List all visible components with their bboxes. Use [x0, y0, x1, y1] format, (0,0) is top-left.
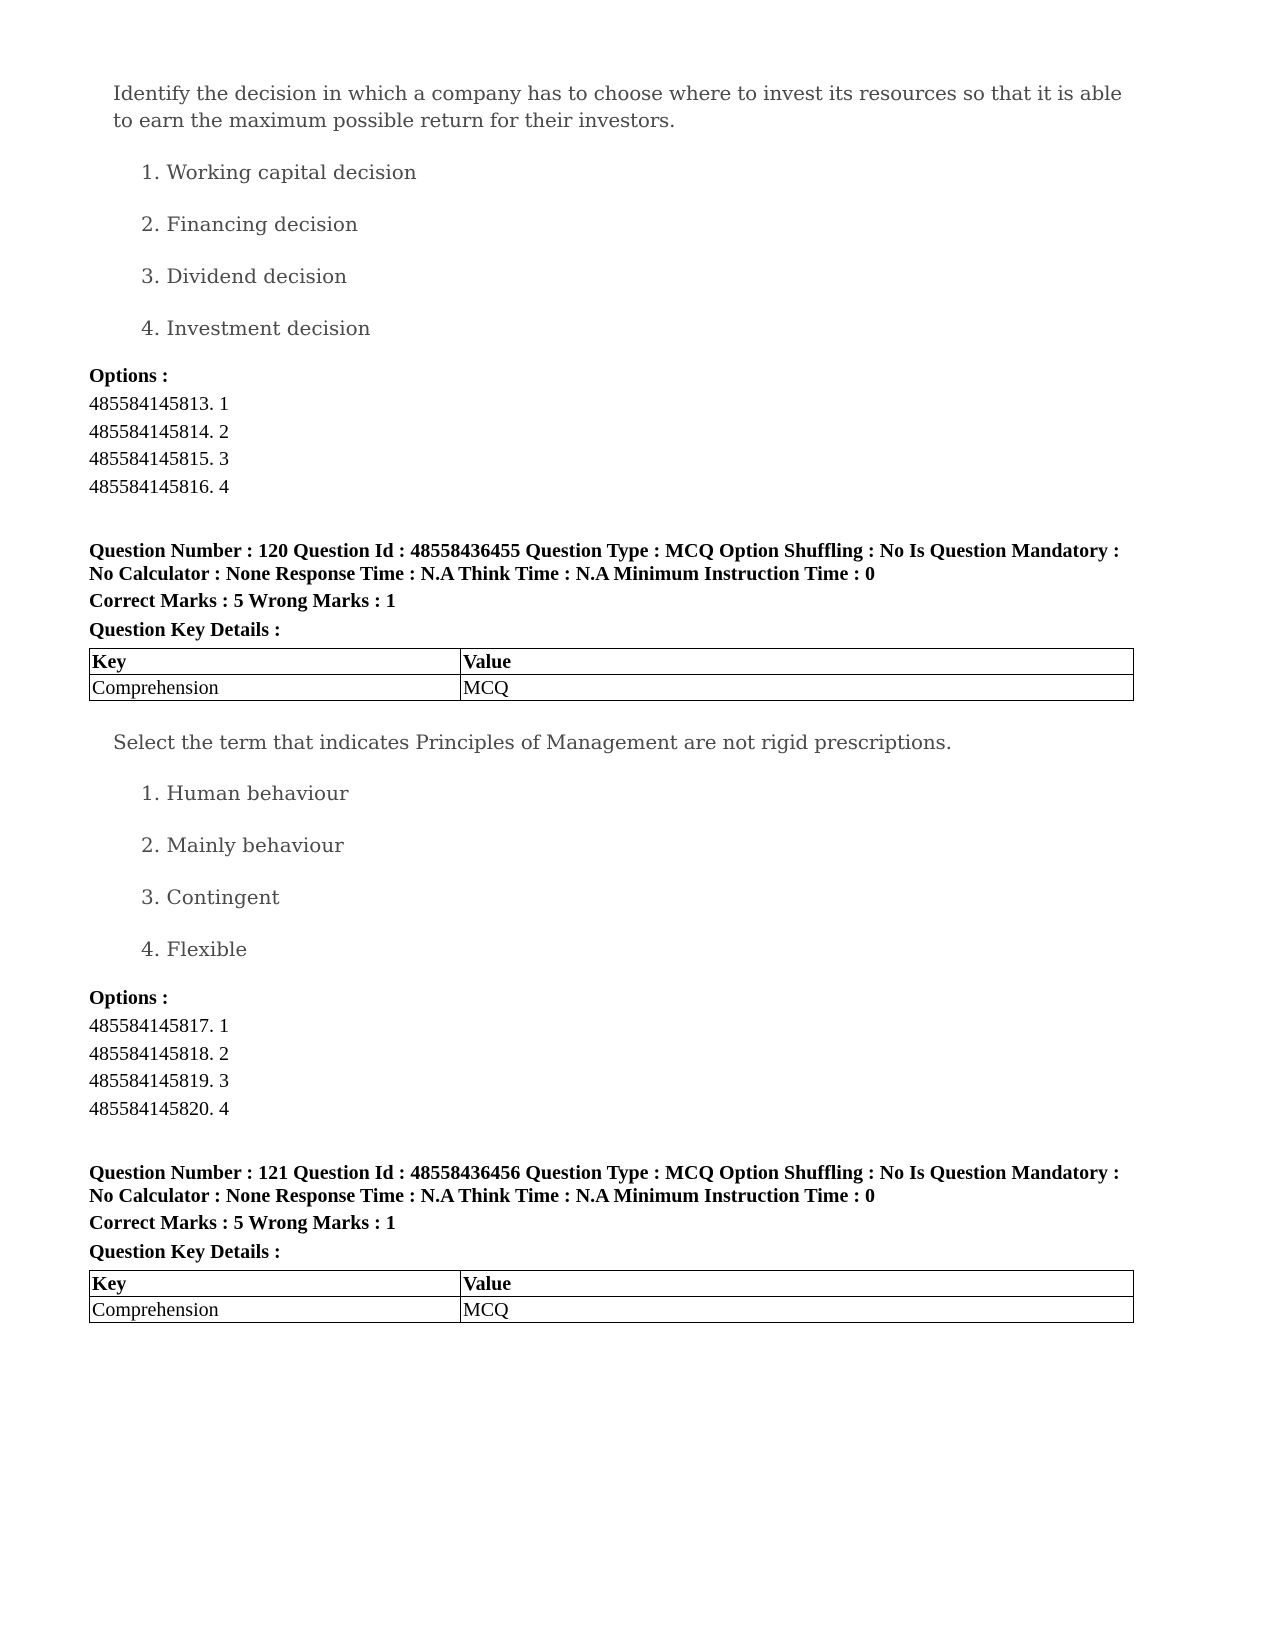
choice-3: 3. Contingent: [141, 885, 280, 909]
options-label: Options :: [89, 365, 169, 387]
choice-1: 1. Human behaviour: [141, 781, 349, 805]
table-row: [90, 675, 1134, 701]
choice-2: 2. Mainly behaviour: [141, 833, 344, 857]
table-row: [90, 649, 1134, 675]
option-item: 485584145820. 4: [89, 1098, 229, 1120]
table-header-value: Value: [461, 1271, 1134, 1297]
question-meta: Question Number : 120 Question Id : 48558436455 Question Type : MCQ Option Shuffling : No Is Question Mandatory : No Calculator : None Response Time : N.A Think Time : N.A Minimum Instruction Time : 0: [89, 540, 1120, 585]
marks-line: Correct Marks : 5 Wrong Marks : 1: [89, 590, 396, 612]
question-image: [113, 729, 1123, 961]
key-details-label: Question Key Details :: [89, 619, 281, 641]
option-item: 485584145819. 3: [89, 1070, 229, 1092]
key-details-table: [89, 648, 1134, 701]
table-cell-value: MCQ: [461, 1297, 1134, 1323]
question-stem: Select the term that indicates Principles of Management are not rigid prescriptions.: [113, 730, 952, 754]
table-cell-key: Comprehension: [90, 675, 461, 701]
option-item: 485584145814. 2: [89, 421, 229, 443]
choice-2: 2. Financing decision: [141, 212, 358, 236]
option-item: 485584145816. 4: [89, 476, 229, 498]
table-row: [90, 1271, 1134, 1297]
question-stem: Identify the decision in which a company has to choose where to invest its resources so that it is able to earn the maximum possible return for their investors.: [113, 81, 1122, 132]
option-item: 485584145818. 2: [89, 1043, 229, 1065]
table-header-key: Key: [90, 1271, 461, 1297]
choice-1: 1. Working capital decision: [141, 160, 417, 184]
key-details-label: Question Key Details :: [89, 1241, 281, 1263]
question-meta: Question Number : 121 Question Id : 48558436456 Question Type : MCQ Option Shuffling : No Is Question Mandatory : No Calculator : None Response Time : N.A Think Time : N.A Minimum Instruction Time : 0: [89, 1162, 1120, 1207]
table-header-value: Value: [461, 649, 1134, 675]
option-item: 485584145813. 1: [89, 393, 229, 415]
option-item: 485584145817. 1: [89, 1015, 229, 1037]
table-cell-value: MCQ: [461, 675, 1134, 701]
choice-4: 4. Flexible: [141, 937, 248, 961]
option-item: 485584145815. 3: [89, 448, 229, 470]
key-details-table: [89, 1270, 1134, 1323]
table-header-key: Key: [90, 649, 461, 675]
question-image: [113, 80, 1123, 340]
choice-3: 3. Dividend decision: [141, 264, 348, 288]
table-row: [90, 1297, 1134, 1323]
marks-line: Correct Marks : 5 Wrong Marks : 1: [89, 1212, 396, 1234]
table-cell-key: Comprehension: [90, 1297, 461, 1323]
options-label: Options :: [89, 987, 169, 1009]
choice-4: 4. Investment decision: [141, 316, 371, 340]
